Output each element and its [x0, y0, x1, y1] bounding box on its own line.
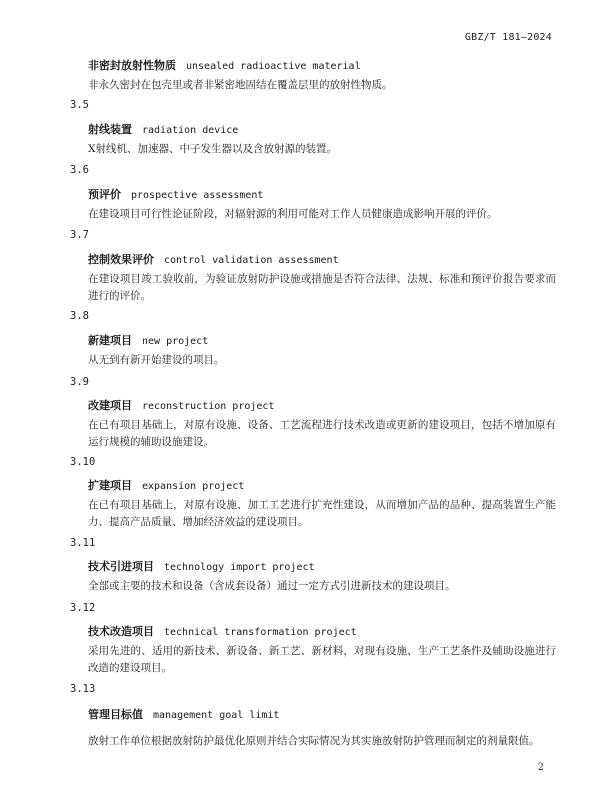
term-chinese: 技术引进项目 [88, 560, 154, 573]
term-heading [88, 398, 556, 414]
term-heading [88, 252, 556, 268]
term-definition: 在已有项目基础上，对原有设施、设备、工艺流程进行技术改造或更新的建设项目，包括不增加原有运行规模的辅助设施建设。 [88, 419, 556, 448]
term-definition: 非永久密封在包壳里或者非紧密地固结在覆盖层里的放射性物质。 [88, 79, 393, 91]
clause-number: 3.6 [70, 164, 89, 176]
term-entry [70, 333, 556, 369]
term-chinese: 控制效果评价 [88, 253, 154, 266]
term-definition: 采用先进的、适用的新技术、新设备、新工艺、新材料，对现有设施、生产工艺条件及辅助设施进行改造的建设项目。 [88, 645, 556, 674]
term-heading [88, 478, 556, 494]
term-heading [88, 624, 556, 640]
term-entry [70, 624, 556, 677]
term-english: prospective assessment [131, 190, 264, 201]
term-english: expansion project [142, 481, 245, 492]
term-heading [88, 58, 556, 74]
term-chinese: 新建项目 [88, 334, 132, 347]
term-heading [88, 559, 556, 575]
term-english: control validation assessment [164, 255, 339, 266]
term-english: radiation device [142, 125, 239, 136]
term-definition: 全部或主要的技术和设备（含成套设备）通过一定方式引进新技术的建设项目。 [88, 580, 456, 592]
term-heading [88, 333, 556, 349]
term-chinese: 管理目标值 [88, 708, 143, 721]
term-english: new project [142, 336, 209, 347]
term-entry [70, 252, 556, 305]
term-heading [88, 707, 556, 723]
term-entry [70, 559, 556, 595]
term-entry [70, 122, 556, 158]
clause-number: 3.5 [70, 99, 89, 111]
term-entry [70, 187, 556, 223]
term-definition: X射线机、加速器、中子发生器以及含放射源的装置。 [88, 143, 337, 155]
term-chinese: 预评价 [88, 188, 121, 201]
standard-code: GBZ/T 181—2024 [464, 32, 552, 43]
clause-number: 3.12 [70, 602, 96, 614]
term-chinese: 技术改造项目 [88, 625, 154, 638]
term-definition: 在建设项目可行性论证阶段，对辐射源的利用可能对工作人员健康造成影响开展的评价。 [88, 208, 498, 220]
term-chinese: 改建项目 [88, 399, 132, 412]
term-english: unsealed radioactive material [186, 61, 361, 72]
clause-number: 3.9 [70, 376, 89, 388]
clause-number: 3.10 [70, 456, 96, 468]
term-definition: 在建设项目竣工验收前，为验证放射防护设施或措施是否符合法律、法规、标准和预评价报告要求而进行的评价。 [88, 273, 556, 302]
term-entry [70, 58, 556, 94]
clause-number: 3.7 [70, 229, 89, 241]
term-entry [70, 478, 556, 531]
clause-number: 3.8 [70, 310, 89, 322]
term-definition: 在已有项目基础上，对原有设施、加工工艺进行扩充性建设，从而增加产品的品种、提高装置生产能力、提高产品质量、增加经济效益的建设项目。 [88, 499, 556, 528]
term-entry [70, 398, 556, 451]
term-chinese: 扩建项目 [88, 479, 132, 492]
term-english: technology import project [164, 562, 315, 573]
term-definition: 从无到有新开始建设的项目。 [88, 354, 225, 366]
term-english: technical transformation project [164, 627, 357, 638]
term-heading [88, 122, 556, 138]
clause-number: 3.11 [70, 537, 96, 549]
clause-number: 3.13 [70, 683, 96, 695]
term-heading [88, 187, 556, 203]
term-english: reconstruction project [142, 401, 275, 412]
page-number: 2 [537, 762, 544, 773]
term-entry [70, 707, 556, 750]
term-chinese: 非密封放射性物质 [88, 59, 176, 72]
term-english: management goal limit [153, 710, 280, 721]
term-chinese: 射线装置 [88, 123, 132, 136]
term-definition: 放射工作单位根据放射防护最优化原则并结合实际情况为其实施放射防护管理而制定的剂量限值。 [88, 735, 540, 747]
